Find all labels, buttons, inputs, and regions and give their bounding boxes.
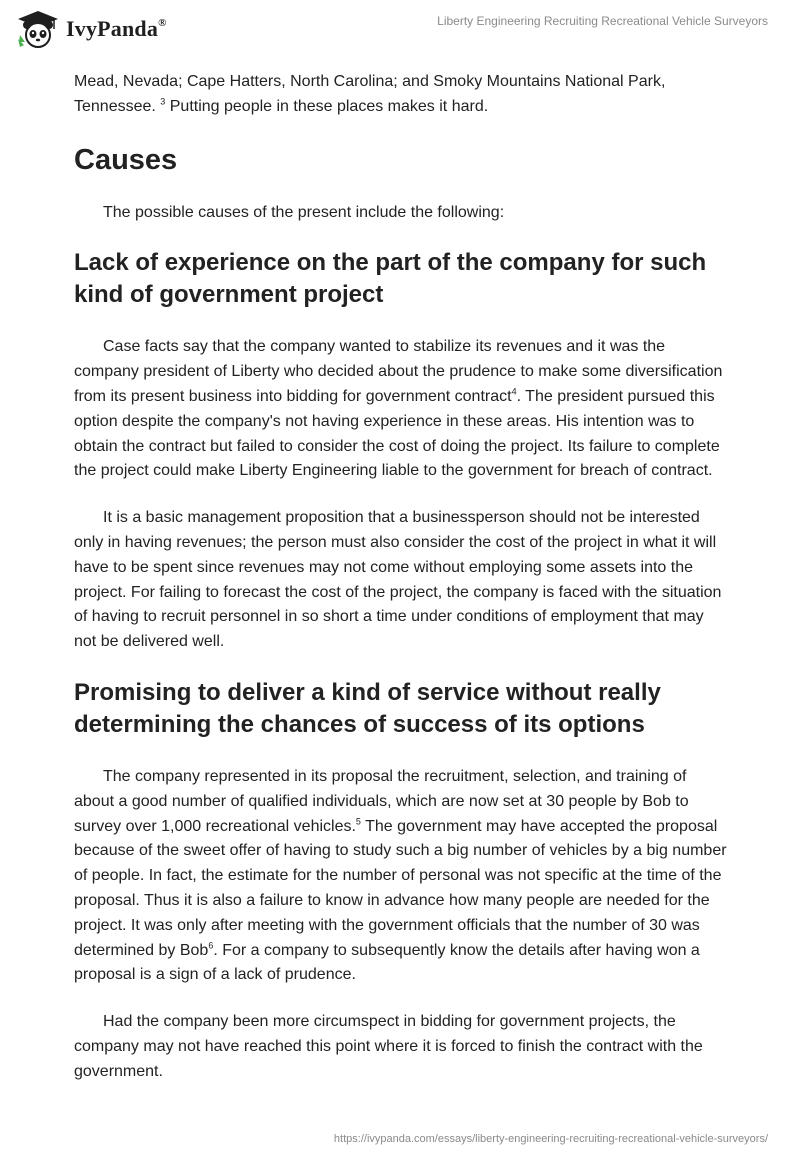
intro-paragraph: Mead, Nevada; Cape Hatters, North Carolina; and Smoky Mountains National Park, Tennessee. $^3$ Putting people in these places makes it hard. xyxy=(74,73,666,115)
subheading-promising-service: Promising to deliver a kind of service without really determining the chances of success of its options xyxy=(74,678,661,738)
document-title: Liberty Engineering Recruiting Recreational Vehicle Surveyors xyxy=(437,14,768,28)
essay-body xyxy=(74,70,728,1107)
paragraph-management-proposition: It is a basic management proposition that a businessperson should not be interested only in having revenues; the person must also consider the cost of the project in what it will have to be spent since revenues may not come without employing some assets into the project. For failing to forecast the cost of the project, the company is faced with the situation of having to recruit personnel in so short a time under conditions of employment that may not be delivered well. xyxy=(74,509,722,651)
ivypanda-logo[interactable] xyxy=(16,9,167,49)
logo-wordmark: IvyPanda® xyxy=(66,16,167,41)
footnote-ref[interactable]: 4 xyxy=(511,386,517,397)
panda-graduate-icon xyxy=(16,9,60,49)
footnote-ref[interactable]: 5 xyxy=(355,816,361,827)
subheading-lack-of-experience: Lack of experience on the part of the company for such kind of government project xyxy=(74,249,707,309)
source-url-link[interactable]: https://ivypanda.com/essays/liberty-engineering-recruiting-recreational-vehicle-surveyors/ xyxy=(333,1133,768,1145)
footnote-ref[interactable]: 6 xyxy=(208,940,214,951)
causes-intro-paragraph: The possible causes of the present include the following: xyxy=(103,203,505,221)
paragraph-proposal: The company represented in its proposal the recruitment, selection, and training of about a good number of qualified individuals, which are now set at 30 people by Bob to survey over 1,000 recreational vehicles.$^5$ The government may have accepted the proposal because of the sweet offer of having to study such a big number of vehicles by a big number of people. In fact, the estimate for the number of personal was not specific at the time of the proposal. Thus it is also a failure to know in advance how many people are needed for the project. It was only after meeting with the government officials that the number of 30 was determined by Bob$^6$. For a company to subsequently know the details after having won a proposal is a sign of a lack of prudence. xyxy=(74,767,727,984)
page-header xyxy=(0,0,800,60)
paragraph-case-facts: Case facts say that the company wanted to stabilize its revenues and it was the company president of Liberty who decided about the prudence to make some diversification from its present business into bidding for government contract$^4$. The president pursued this option despite the company's not having experience in these areas. His intention was to obtain the contract but failed to consider the cost of doing the project. Its failure to complete the project could make Liberty Engineering liable to the government for breach of contract. xyxy=(74,338,723,480)
paragraph-circumspect: Had the company been more circumspect in bidding for government projects, the company may not have reached this point where it is forced to finish the contract with the government. xyxy=(74,1013,703,1080)
footnote-ref[interactable]: 3 xyxy=(160,96,166,107)
section-heading-causes: Causes xyxy=(74,143,178,176)
